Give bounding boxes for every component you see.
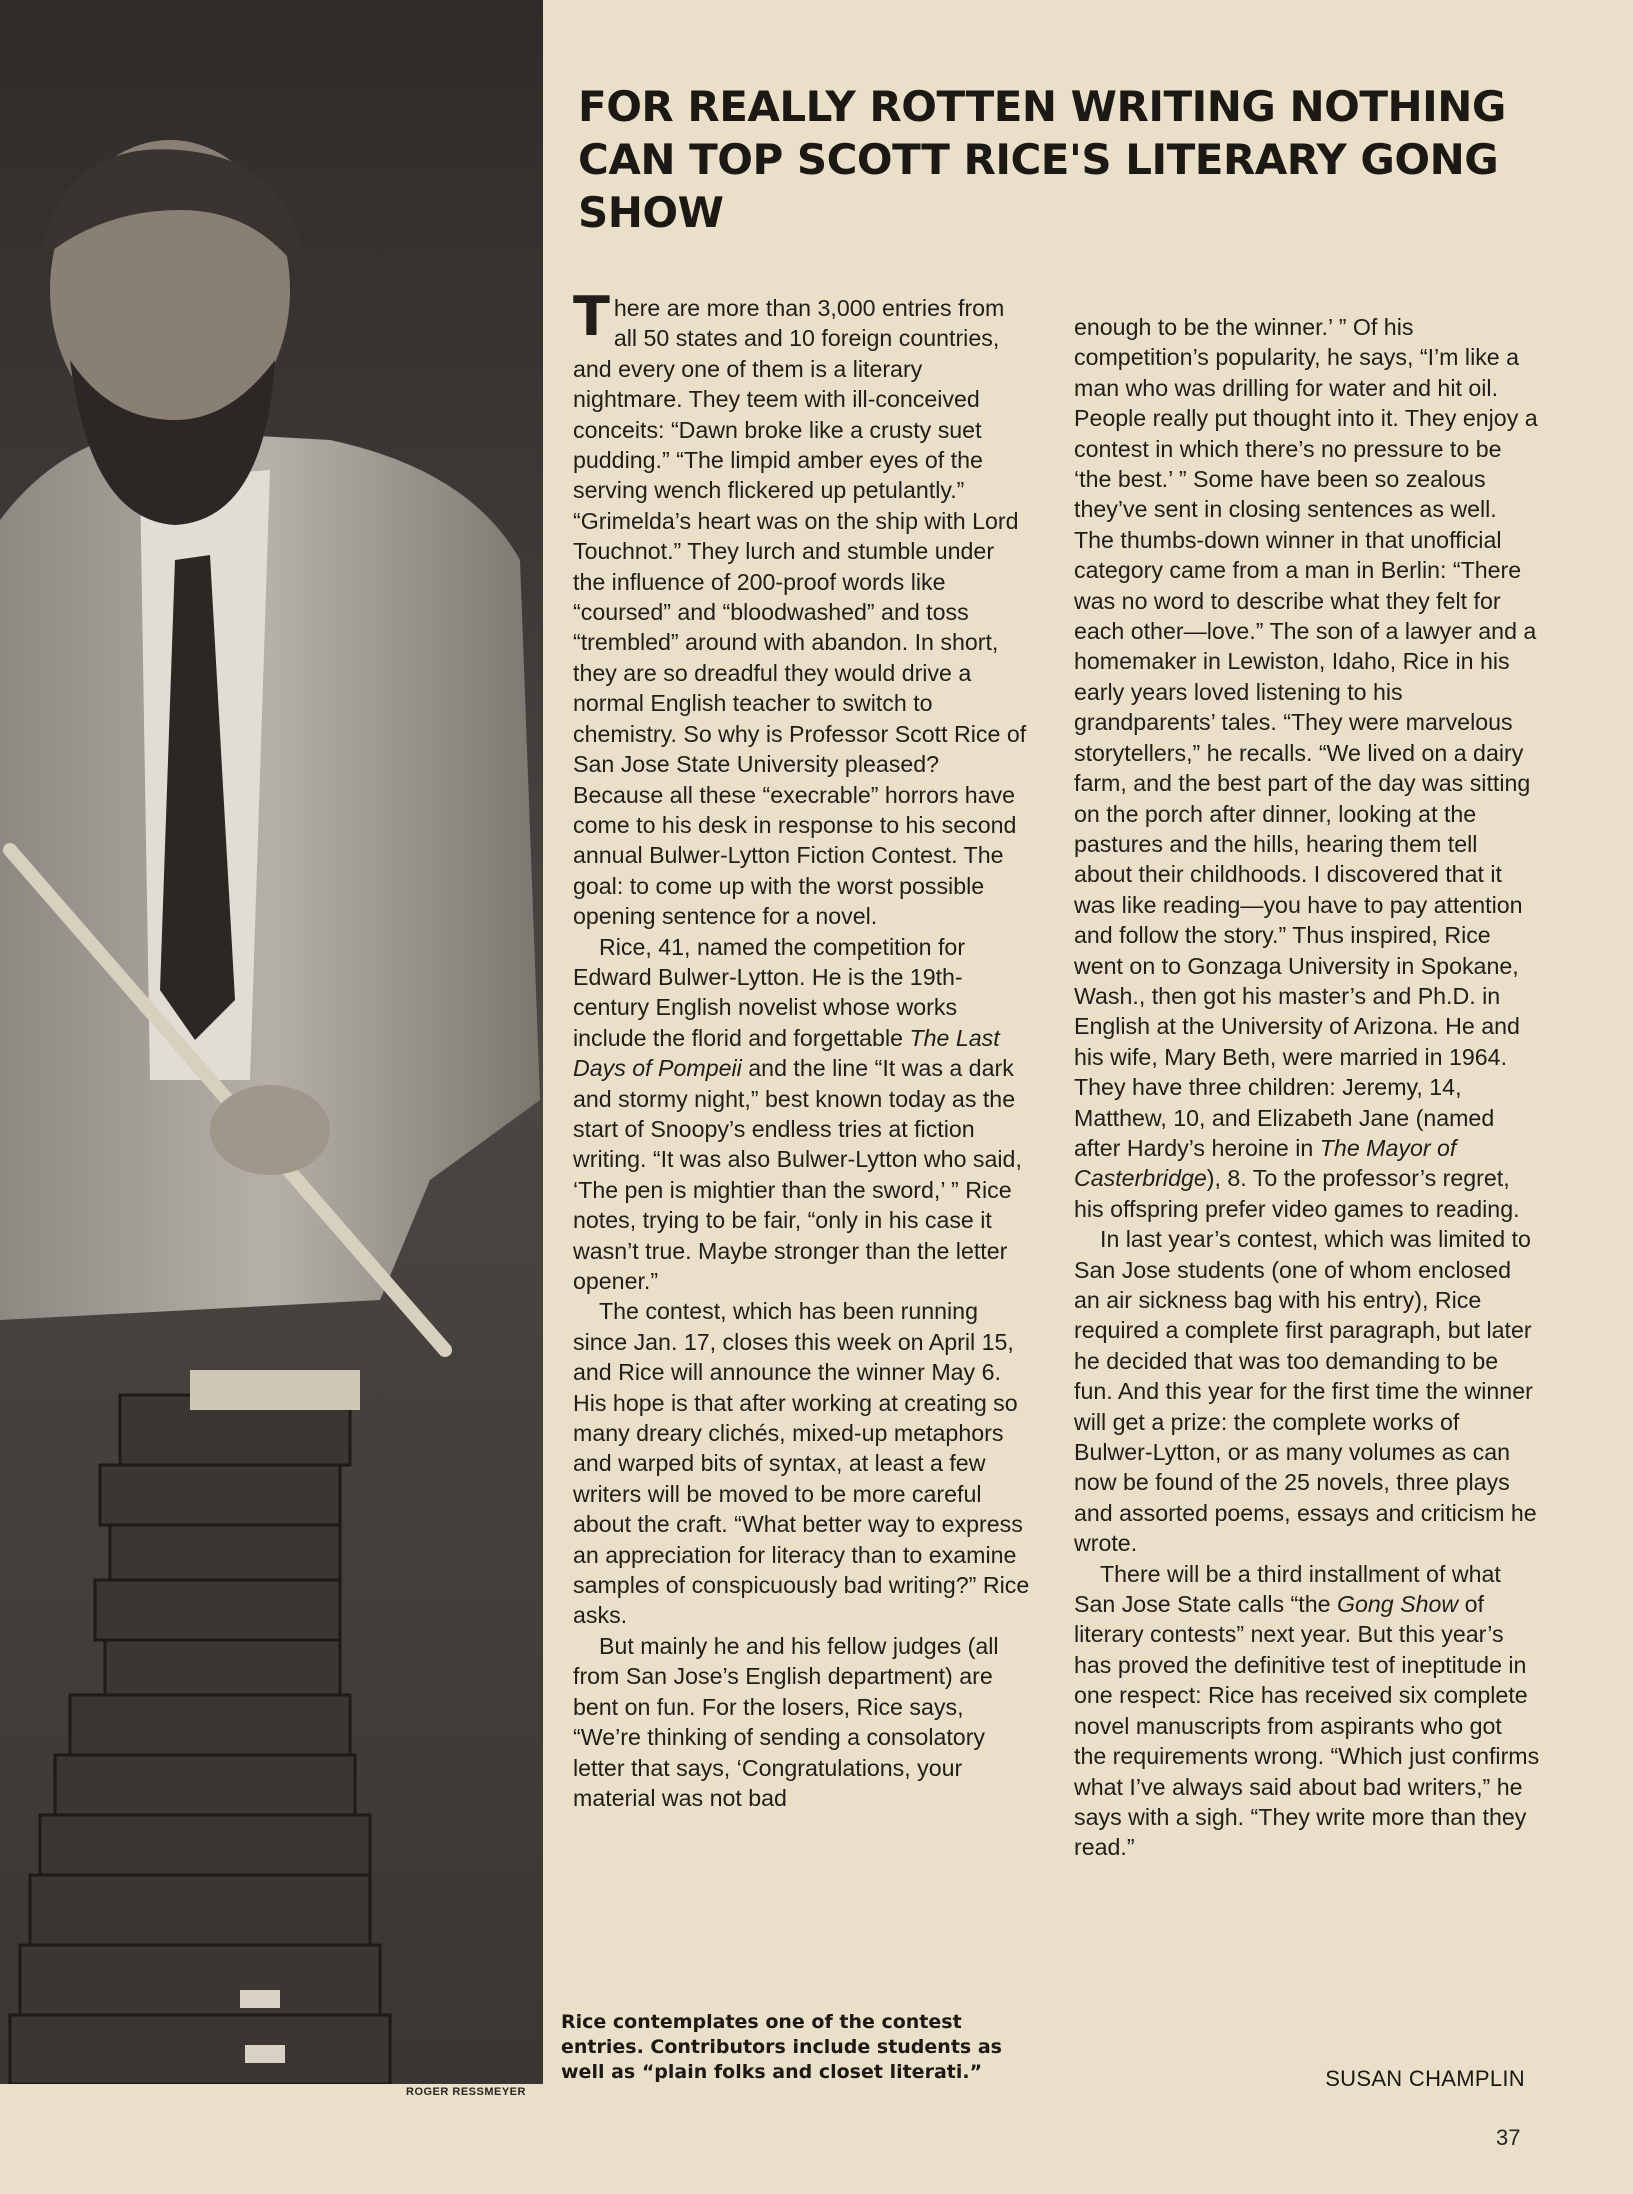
article-column-2 [1074, 312, 1540, 1863]
paragraph-2: Rice, 41, named the competition for Edward Bulwer-Lytton. He is the 19th-century English novelist whose works include the florid and forgettable The Last Days of Pompeii and the line “It was a dark and stormy night,” best known today as the start of Snoopy’s endless tries at fiction writing. “It was also Bulwer-Lytton who said, ‘The pen is mightier than the sword,’ ” Rice notes, trying to be fair, “only in his case it wasn’t true. Maybe stronger than the letter opener.” [573, 933, 1022, 1294]
drop-cap: T [573, 285, 610, 348]
book-title: The Last Days of Pompeii [573, 1024, 1000, 1082]
book-title: The Mayor of Casterbridge [1074, 1134, 1457, 1192]
show-title: Gong Show [1336, 1591, 1459, 1618]
paragraph-1: There are more than 3,000 entries from all 50 states and 10 foreign countries, and every one of them is a literary nightmare. They teem with ill-conceived conceits: “Dawn broke like a crusty suet pudding.” “The limpid amber eyes of the serving wench flickered up petulantly.” “Grimelda’s heart was on the ship with Lord Touchnot.” They lurch and stumble under the influence of 200-proof words like “coursed” and “bloodwashed” and toss “trembled” around with abandon. In short, they are so dreadful they would drive a normal English teacher to switch to chemistry. So why is Professor Scott Rice of San Jose State University pleased? Because all these “execrable” horrors have come to his desk in response to his second annual Bulwer-Lytton Fiction Contest. The goal: to come up with the worst possible opening sentence for a novel. [573, 285, 1027, 930]
photo-scott-rice-with-books [0, 0, 543, 2084]
photo-caption: Rice contemplates one of the contest entries. Contributors include students as well as “plain folks and closet literati.” [561, 2011, 1002, 2083]
photo-credit: ROGER RESSMEYER [406, 2086, 526, 2098]
paragraph-5: enough to be the winner.’ ” Of his competition’s popularity, he says, “I’m like a man who was drilling for water and hit oil. People really put thought into it. They enjoy a contest in which there’s no pressure to be ‘the best.’ ” Some have been so zealous they’ve sent in closing sentences as well. The thumbs-down winner in that unofficial category came from a man in Berlin: “There was no word to describe what they felt for each other—love.” The son of a lawyer and a homemaker in Lewiston, Idaho, Rice in his early years loved listening to his grandparents’ tales. “They were marvelous storytellers,” he recalls. “We lived on a dairy farm, and the best part of the day was sitting on the porch after dinner, looking at the pastures and the hills, hearing them tell about their childhoods. I discovered that it was like reading—you have to pay attention and follow the story.” Thus inspired, Rice went on to Gonzaga University in Spokane, Wash., then got his master’s and Ph.D. in English at the University of Arizona. He and his wife, Mary Beth, were married in 1964. They have three children: Jeremy, 14, Matthew, 10, and Elizabeth Jane (named after Hardy’s heroine in The Mayor of Casterbridge), 8. To the professor’s regret, his offspring prefer video games to reading. [1074, 314, 1538, 1222]
headline: FOR REALLY ROTTEN WRITING NOTHING CAN TOP SCOTT RICE'S LITERARY GONG SHOW [578, 82, 1506, 237]
photo-illustration [0, 0, 543, 2084]
byline: SUSAN CHAMPLIN [1325, 2066, 1525, 2091]
paragraph-3: The contest, which has been running since Jan. 17, closes this week on April 15, and Rice will announce the winner May 6. His hope is that after working at creating so many dreary clichés, mixed-up metaphors and warped bits of syntax, at least a few writers will be moved to be more careful about the craft. “What better way to express an appreciation for literacy than to examine samples of conspicuously bad writing?” Rice asks. [573, 1298, 1030, 1629]
paragraph-7: There will be a third installment of what San Jose State calls “the Gong Show of literary contests” next year. But this year’s has proved the definitive test of ineptitude in one respect: Rice has received six complete novel manuscripts from aspirants who got the requirements wrong. “Which just confirms what I’ve always said about bad writers,” he says with a sigh. “They write more than they read.” [1074, 1560, 1540, 1861]
page-number: 37 [1496, 2125, 1521, 2150]
article-column-1 [573, 285, 1031, 1813]
paragraph-4: But mainly he and his fellow judges (all from San Jose’s English department) are bent on fun. For the losers, Rice says, “We’re thinking of sending a consolatory letter that says, ‘Congratulations, your material was not bad [573, 1632, 999, 1811]
paragraph-6: In last year’s contest, which was limited to San Jose students (one of whom enclosed an air sickness bag with his entry), Rice required a complete first paragraph, but later he decided that was too demanding to be fun. And this year for the first time the winner will get a prize: the complete works of Bulwer-Lytton, or as many volumes as can now be found of the 25 novels, three plays and assorted poems, essays and criticism he wrote. [1074, 1226, 1537, 1557]
